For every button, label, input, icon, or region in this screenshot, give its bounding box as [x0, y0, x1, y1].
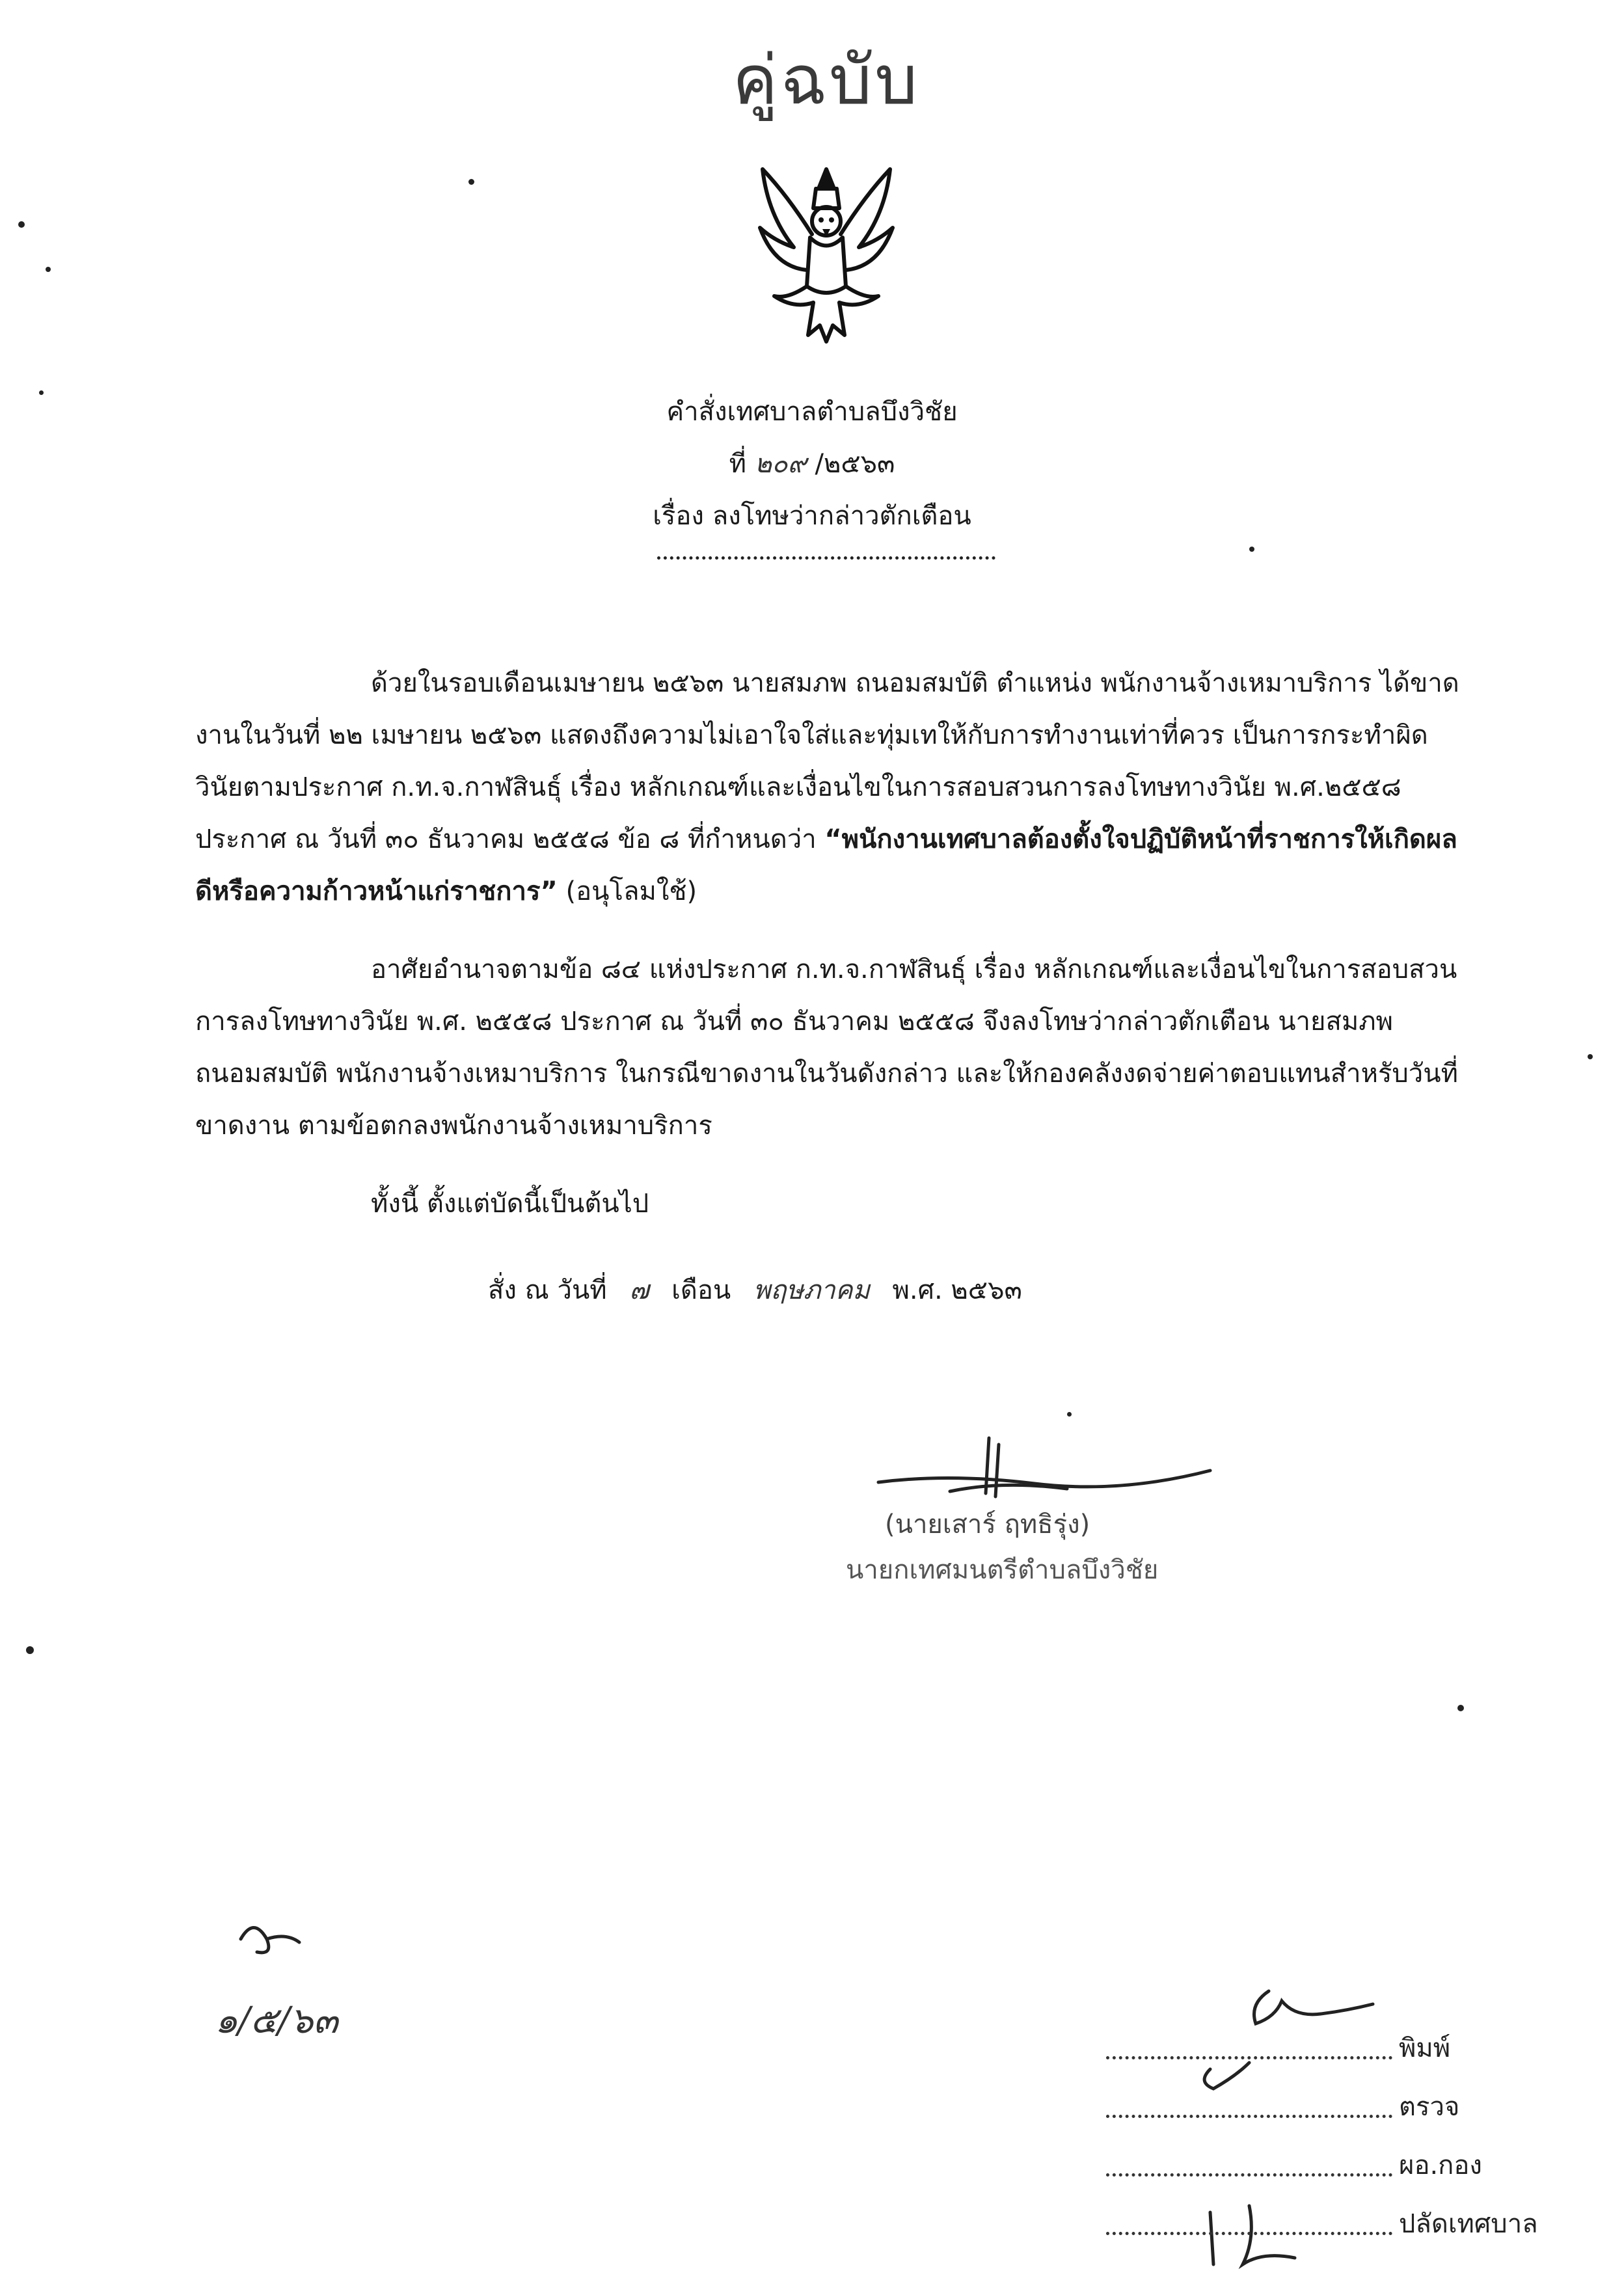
routing-label: ปลัดเทศบาล	[1399, 2209, 1538, 2239]
scan-speck	[1249, 547, 1254, 552]
routing-row	[1106, 2014, 1562, 2072]
signer-title: นายกเทศมนตรีตำบลบึงวิชัย	[846, 1555, 1159, 1585]
scan-speck	[468, 179, 474, 185]
order-month-label: เดือน	[671, 1275, 731, 1305]
scan-speck	[18, 221, 25, 228]
routing-block	[1106, 2014, 1562, 2248]
order-month-handwritten: พฤษภาคม	[753, 1275, 870, 1305]
subject-label: เรื่อง	[653, 501, 704, 531]
order-number-prefix: ที่	[729, 449, 746, 479]
paragraph-2: อาศัยอำนาจตามข้อ ๘๔ แห่งประกาศ ก.ท.จ.กาฬสินธุ์ เรื่อง หลักเกณฑ์และเงื่อนไขในการสอบสวนการลงโทษทางวินัย พ.ศ. ๒๕๕๘ ประกาศ ณ วันที่ ๓๐ ธันวาคม ๒๕๕๘ จึงลงโทษว่ากล่าวตักเตือน นายสมภพ ถนอมสมบัติ พนักงานจ้างเหมาบริการ ในกรณีขาดงานในวันดังกล่าว และให้กองคลังงดจ่ายค่าตอบแทนสำหรับวันที่ขาดงาน ตามข้อตกลงพนักงานจ้างเหมาบริการ	[195, 955, 1458, 1141]
header-dotted-divider	[657, 556, 995, 560]
paragraph-1-quote: “พนักงานเทศบาลต้องตั้งใจปฏิบัติหน้าที่ราชการให้เกิดผลดีหรือความก้าวหน้าแก่ราชการ”	[195, 824, 1457, 906]
paragraph-3: ทั้งนี้ ตั้งแต่บัดนี้เป็นต้นไป	[371, 1189, 649, 1219]
scan-speck	[1457, 1705, 1464, 1711]
scan-speck	[1588, 1054, 1593, 1059]
routing-row	[1106, 2190, 1562, 2248]
scan-speck	[1067, 1412, 1072, 1417]
copy-stamp: คู่ฉบับ	[732, 40, 921, 120]
scan-speck	[39, 390, 44, 395]
order-date	[488, 1269, 1269, 1310]
signer-name: (นายเสาร์ ฤทธิรุ่ง)	[885, 1510, 1090, 1540]
order-number-handwritten: ๒๐๙	[754, 449, 807, 479]
routing-dotted-line	[1106, 2232, 1392, 2235]
order-number	[0, 442, 1624, 484]
routing-label: พิมพ์	[1399, 2033, 1451, 2063]
paragraph-1-text: ด้วยในรอบเดือนเมษายน ๒๕๖๓ นายสมภพ ถนอมสมบัติ ตำแหน่ง พนักงานจ้างเหมาบริการ ได้ขาดงานในวันที่ ๒๒ เมษายน ๒๕๖๓ แสดงถึงความไม่เอาใจใส่และทุ่มเทให้กับการทำงานเท่าที่ควร เป็นการกระทำผิดวินัยตามประกาศ ก.ท.จ.กาฬสินธุ์ เรื่อง หลักเกณฑ์และเงื่อนไขในการสอบสวนการลงโทษทางวินัย พ.ศ.๒๕๕๘ ประกาศ ณ วันที่ ๓๐ ธันวาคม ๒๕๕๘ ข้อ ๘ ที่กำหนดว่า	[195, 668, 1459, 854]
order-day-handwritten: ๗	[629, 1275, 649, 1305]
routing-dotted-line	[1106, 2173, 1392, 2177]
routing-label: ตรวจ	[1399, 2092, 1460, 2122]
order-date-label: สั่ง ณ วันที่	[488, 1275, 607, 1305]
routing-dotted-line	[1106, 2056, 1392, 2059]
order-number-suffix: /๒๕๖๓	[815, 449, 895, 479]
garuda-emblem-icon	[748, 156, 904, 351]
order-subject	[0, 495, 1624, 536]
routing-dotted-line	[1106, 2115, 1392, 2118]
order-title: คำสั่งเทศบาลตำบลบึงวิชัย	[666, 397, 958, 427]
routing-row	[1106, 2072, 1562, 2131]
paragraph-1-end: (อนุโลมใช้)	[565, 876, 697, 906]
subject-text: ลงโทษว่ากล่าวตักเตือน	[712, 501, 971, 531]
scan-speck	[26, 1646, 34, 1654]
margin-note-date: ๑/๕/๖๓	[215, 2000, 338, 2042]
scan-speck	[46, 267, 51, 272]
order-year: พ.ศ. ๒๕๖๓	[892, 1275, 1022, 1305]
routing-label: ผอ.กอง	[1399, 2151, 1482, 2180]
routing-row	[1106, 2131, 1562, 2190]
paragraph-1	[195, 657, 1464, 917]
